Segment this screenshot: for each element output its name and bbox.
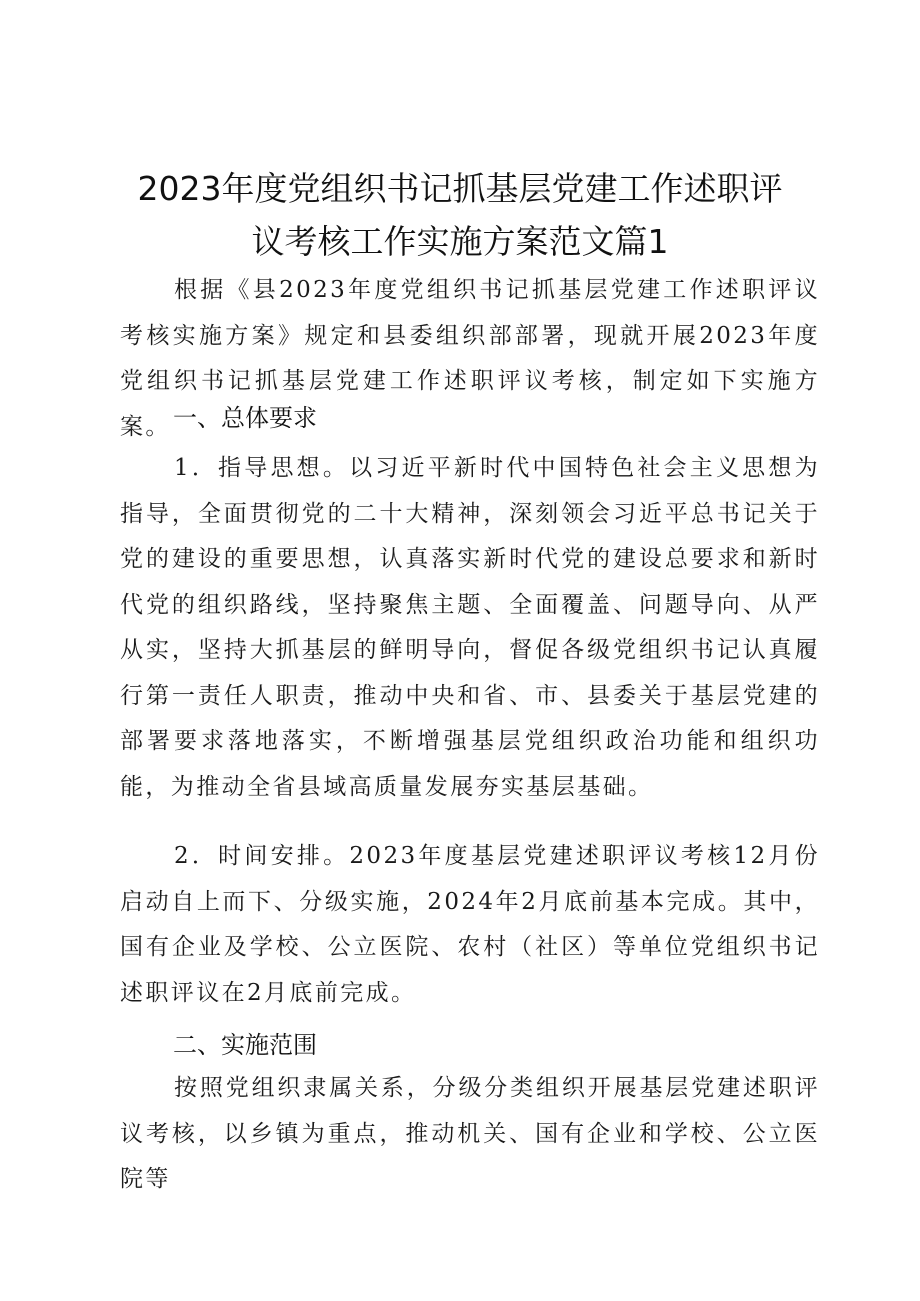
section-heading-scope: 二、实施范围 [173, 1031, 317, 1059]
paragraph-scope: 按照党组织隶属关系，分级分类组织开展基层党建述职评议考核，以乡镇为重点，推动机关、国有企业和学校、公立医院等 [120, 1075, 820, 1192]
section-heading-general-requirements: 一、总体要求 [173, 404, 317, 432]
paragraph-guiding-ideology: 1．指导思想。以习近平新时代中国特色社会主义思想为指导，全面贯彻党的二十大精神，深刻领会习近平总书记关于党的建设的重要思想，认真落实新时代党的建设总要求和新时代党的组织路线，坚持聚焦主题、全面覆盖、问题导向、从严从实，坚持大抓基层的鲜明导向，督促各级党组织书记认真履行第一责任人职责，推动中央和省、市、县委关于基层党建的部署要求落地落实，不断增强基层党组织政治功能和组织功能，为推动全省县域高质量发展夯实基层基础。 [120, 455, 820, 800]
paragraph-schedule: 2．时间安排。2023年度基层党建述职评议考核12月份启动自上而下、分级实施，2024年2月底前基本完成。其中，国有企业及学校、公立医院、农村（社区）等单位党组织书记述职评议在2月底前完成。 [120, 843, 820, 1006]
document-title-line-2: 议考核工作实施方案范文篇1 [251, 222, 669, 261]
document-title-line-1: 2023年度党组织书记抓基层党建工作述职评 [137, 169, 783, 208]
intro-paragraph: 根据《县2023年度党组织书记抓基层党建工作述职评议考核实施方案》规定和县委组织部部署，现就开展2023年度党组织书记抓基层党建工作述职评议考核，制定如下实施方案。 [120, 277, 820, 440]
